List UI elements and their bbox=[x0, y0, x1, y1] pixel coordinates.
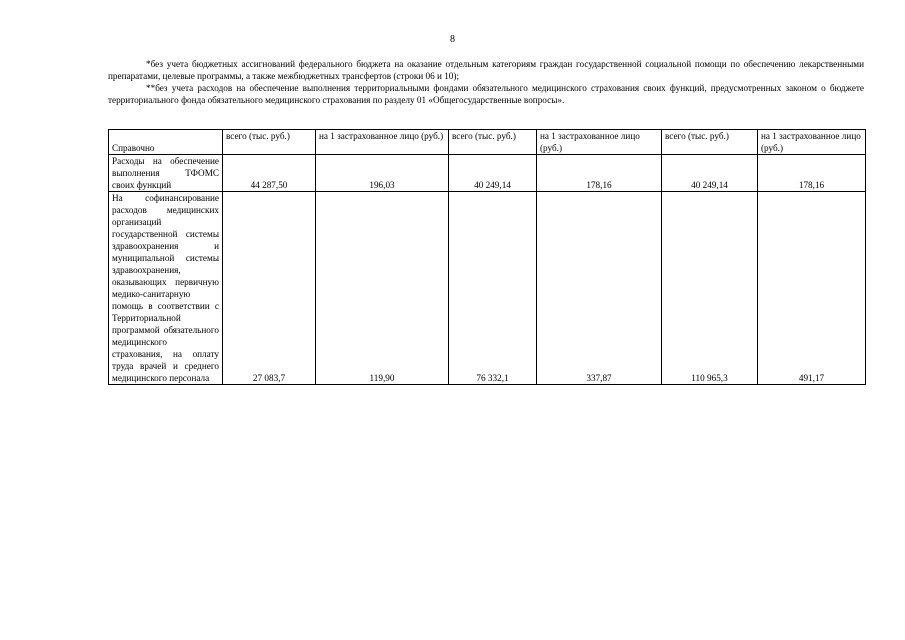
table-cell: 40 249,14 bbox=[449, 155, 537, 192]
table-cell: 491,17 bbox=[758, 192, 866, 385]
header-total-2: всего (тыс. руб.) bbox=[449, 130, 537, 155]
header-per-insured-3: на 1 застрахованное лицо (руб.) bbox=[758, 130, 866, 155]
table-cell: 76 332,1 bbox=[449, 192, 537, 385]
header-per-insured-1: на 1 застрахованное лицо (руб.) bbox=[316, 130, 449, 155]
footnote-federal-budget: *без учета бюджетных ассигнований федерального бюджета на оказание отдельным категориям граждан государственной социальной помощи по обеспечению лекарственными препаратами, целевые программы, а также межбюджетных трансфертов (строки 06 и 10); bbox=[108, 59, 864, 81]
header-corner-label: Справочно bbox=[109, 130, 223, 155]
table-row bbox=[109, 155, 866, 192]
table-cell: 110 965,3 bbox=[662, 192, 758, 385]
footnote-tfoms-expenses: **без учета расходов на обеспечение выполнения территориальными фондами обязательного медицинского страхования своих функций, предусмотренных законом о бюджете территориального фонда обязательного медицинского страхования по разделу 01 «Общегосударственные вопросы». bbox=[108, 83, 864, 105]
table-cell: 178,16 bbox=[758, 155, 866, 192]
page-number: 8 bbox=[450, 34, 455, 45]
row-label: На софинансирование расходов медицинских организаций государственной системы здравоохранения и муниципальной системы здравоохранения, оказывающих первичную медико-санитарную помощь в соответствии с Территориальной программой обязательного медицинского страхования, на оплату труда врачей и среднего медицинского персонала bbox=[109, 192, 223, 385]
table-cell: 337,87 bbox=[537, 192, 662, 385]
row-label: Расходы на обеспечение выполнения ТФОМС своих функций bbox=[109, 155, 223, 192]
table-cell: 40 249,14 bbox=[662, 155, 758, 192]
footnotes bbox=[108, 58, 864, 106]
header-per-insured-2: на 1 застрахованное лицо (руб.) bbox=[537, 130, 662, 155]
table-cell: 119,90 bbox=[316, 192, 449, 385]
table-header-row bbox=[109, 130, 866, 155]
header-total-1: всего (тыс. руб.) bbox=[223, 130, 316, 155]
reference-table bbox=[108, 129, 866, 385]
table-cell: 178,16 bbox=[537, 155, 662, 192]
header-total-3: всего (тыс. руб.) bbox=[662, 130, 758, 155]
table-cell: 27 083,7 bbox=[223, 192, 316, 385]
table-row bbox=[109, 192, 866, 385]
table-cell: 44 287,50 bbox=[223, 155, 316, 192]
table-cell: 196,03 bbox=[316, 155, 449, 192]
